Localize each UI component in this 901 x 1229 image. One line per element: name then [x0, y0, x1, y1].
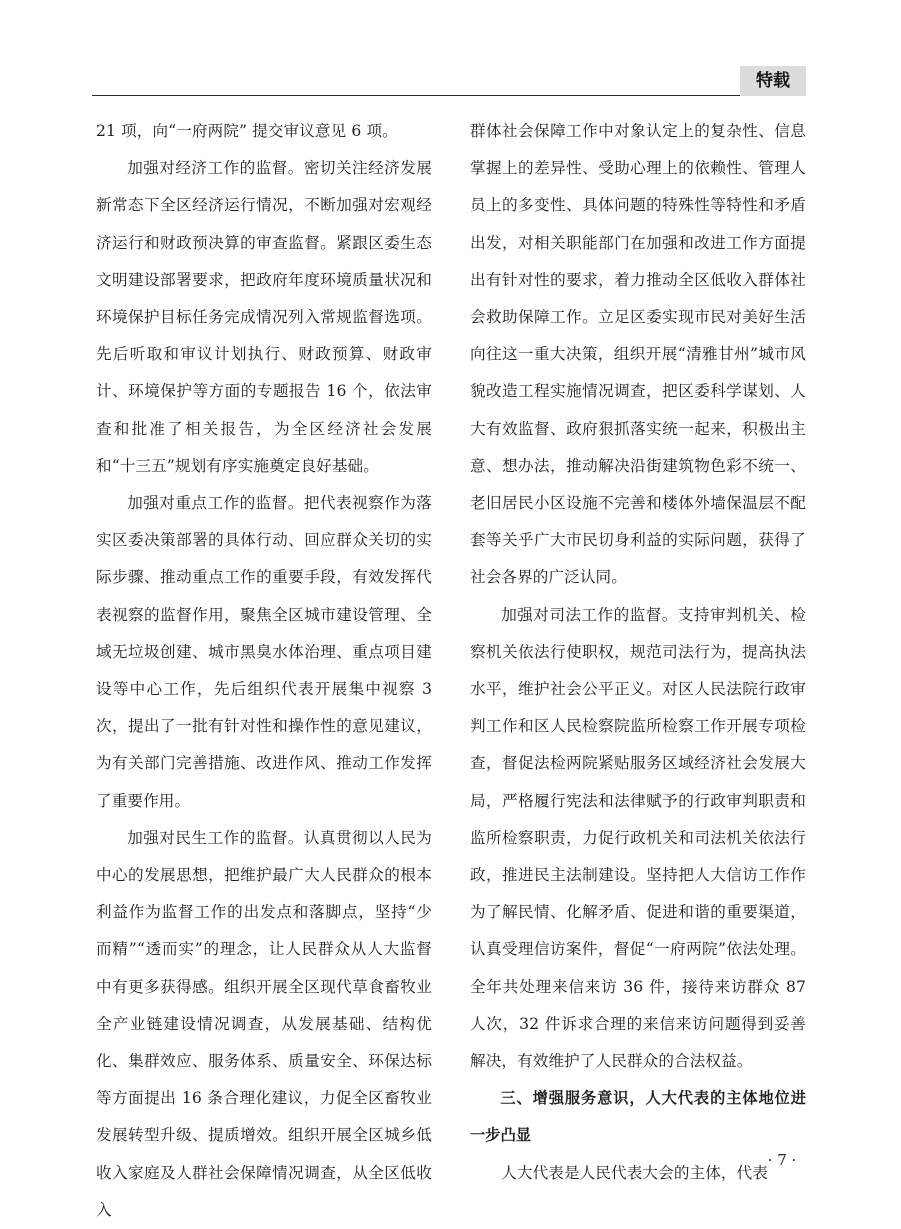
paragraph-continuation: 21 项，向“一府两院” 提交审议意见 6 项。	[96, 122, 398, 140]
paragraph-deputies-intro: 人大代表是人民代表大会的主体，代表	[501, 1163, 768, 1182]
paragraph-economic-supervision: 加强对经济工作的监督。密切关注经济发展新常态下全区经济运行情况，不断加强对宏观经济运行和财政预决算的审查监督。紧跟区委生态文明建设部署要求，把政府年度环境质量状况和环境保护目标任务完成情况列入常规监督选项。先后听取和审议计划执行、财政预算、财政审计、环境保护等方面的专题报告 16 个，依法审查和批准了相关报告，为全区经济社会发展和“十三五”规划有序实施奠定良好基础。	[96, 159, 432, 475]
paragraph-livelihood-supervision: 加强对民生工作的监督。认真贯彻以人民为中心的发展思想，把维护最广大人民群众的根本利益作为监督工作的出发点和落脚点，坚持“少而精”“透而实”的理念，让人民群众从人大监督中有更多获得感。组织开展全区现代草食畜牧业全产业链建设情况调查，从发展基础、结构优化、集群效应、服务体系、质量安全、环保达标等方面提出 16 条合理化建议，力促全区畜牧业发展转型升级、提质增效。组织开展全区城乡低收入家庭及人群社会保障情况调查，从全区低收入	[96, 828, 432, 1219]
left-column	[96, 113, 432, 1229]
section-heading: 三、增强服务意识，人大代表的主体地位进一步凸显	[470, 1089, 806, 1145]
section-label: 特载	[740, 66, 806, 96]
header-rule	[92, 95, 806, 96]
paragraph-judicial-supervision: 加强对司法工作的监督。支持审判机关、检察机关依法行使职权，规范司法行为，提高执法水平，维护社会公平正义。对区人民法院行政审判工作和区人民检察院监所检察工作开展专项检查，督促法检两院紧贴服务区域经济社会发展大局，严格履行宪法和法律赋予的行政审判职责和监所检察职责，力促行政机关和司法机关依法行政，推进民主法制建设。坚持把人大信访工作作为了解民情、化解矛盾、促进和谐的重要渠道，认真受理信访案件，督促“一府两院”依法处理。全年共处理来信来访 36 件，接待来访群众 87 人次，32 件诉求合理的来信来访问题得到妥善解决，有效维护了人民群众的合法权益。	[470, 605, 806, 1071]
page-number: · 7 ·	[767, 1151, 797, 1169]
paragraph-low-income-continuation: 群体社会保障工作中对象认定上的复杂性、信息掌握上的差异性、受助心理上的依赖性、管理人员上的多变性、具体问题的特殊性等特性和矛盾出发，对相关职能部门在加强和改进工作方面提出有针对性的要求，着力推动全区低收入群体社会救助保障工作。立足区委实现市民对美好生活向往这一重大决策，组织开展“清雅甘州”城市风貌改造工程实施情况调查，把区委科学谋划、人大有效监督、政府狠抓落实统一起来，积极出主意、想办法，推动解决沿街建筑物色彩不统一、老旧居民小区设施不完善和楼体外墙保温层不配套等关乎广大市民切身利益的实际问题，获得了社会各界的广泛认同。	[470, 122, 806, 587]
paragraph-key-work-supervision: 加强对重点工作的监督。把代表视察作为落实区委决策部署的具体行动、回应群众关切的实际步骤、推动重点工作的重要手段，有效发挥代表视察的监督作用，聚焦全区城市建设管理、全域无垃圾创建、城市黑臭水体治理、重点项目建设等中心工作，先后组织代表开展集中视察 3 次，提出了一批有针对性和操作性的意见建议，为有关部门完善措施、改进作风、推动工作发挥了重要作用。	[96, 494, 432, 810]
right-column	[470, 113, 806, 1192]
